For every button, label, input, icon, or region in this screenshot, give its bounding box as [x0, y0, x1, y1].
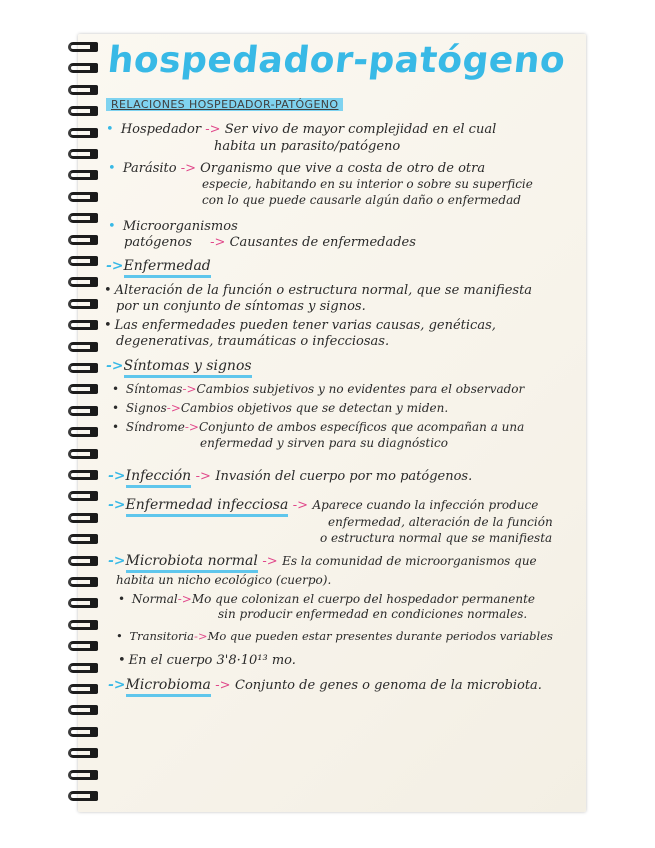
- list-term: Síndrome: [125, 420, 185, 434]
- definition-microorganismos-line2: [124, 234, 416, 251]
- list-item-continued: por un conjunto de síntomas y signos.: [116, 299, 366, 314]
- heading-definition: Invasión del cuerpo por mo patógenos.: [215, 469, 473, 484]
- spiral-ring: [66, 575, 100, 589]
- definition-term: Hospedador: [120, 122, 202, 137]
- arrow-icon: ->: [166, 401, 181, 415]
- definition-text: especie, habitando en su interior o sobre su superficie: [202, 177, 533, 191]
- arrow-icon: ->: [106, 358, 124, 374]
- list-text: Cambios subjetivos y no evidentes para el observador: [196, 382, 525, 396]
- spiral-ring: [66, 147, 100, 161]
- spiral-ring: [66, 618, 100, 632]
- list-item: [112, 400, 448, 417]
- section-heading-microbiota: [108, 553, 537, 569]
- spiral-ring: [66, 40, 100, 54]
- heading-definition-continued: habita un nicho ecológico (cuerpo).: [116, 573, 332, 587]
- spiral-ring: [66, 340, 100, 354]
- arrow-icon: ->: [108, 677, 126, 693]
- definition-term: patógenos: [124, 235, 193, 250]
- definition-text: Causantes de enfermedades: [229, 235, 416, 250]
- page-subtitle: RELACIONES HOSPEDADOR-PATÓGENO: [106, 98, 343, 111]
- section-heading-sintomas: [106, 358, 252, 374]
- spiral-ring: [66, 725, 100, 739]
- definition-text: habita un parasito/patógeno: [214, 139, 401, 154]
- heading-definition-continued: enfermedad, alteración de la función: [328, 515, 553, 529]
- definition-term: Microorganismos: [122, 219, 238, 234]
- arrow-icon: ->: [182, 382, 197, 396]
- spiral-ring: [66, 703, 100, 717]
- spiral-ring: [66, 511, 100, 525]
- arrow-icon: ->: [210, 235, 226, 250]
- spiral-ring: [66, 126, 100, 140]
- heading-text: Microbioma: [126, 677, 211, 697]
- arrow-icon: ->: [194, 629, 208, 643]
- spiral-ring: [66, 318, 100, 332]
- spiral-ring: [66, 233, 100, 247]
- spiral-ring: [66, 61, 100, 75]
- spiral-ring: [66, 661, 100, 675]
- spiral-ring: [66, 211, 100, 225]
- spiral-ring: [66, 489, 100, 503]
- section-heading-microbioma: [108, 677, 542, 693]
- spiral-ring: [66, 789, 100, 803]
- heading-text: Enfermedad infecciosa: [126, 497, 289, 517]
- heading-definition: Es la comunidad de microorganismos que: [282, 554, 537, 568]
- arrow-icon: ->: [205, 122, 221, 137]
- page-title: hospedador-patógeno: [105, 40, 568, 81]
- spiral-ring: [66, 554, 100, 568]
- body-count: • En el cuerpo 3'8·10¹³ mo.: [118, 652, 296, 669]
- list-item: • Alteración de la función o estructura normal, que se manifiesta: [104, 282, 532, 299]
- list-item-continued: degenerativas, traumáticas o infecciosas.: [116, 334, 390, 349]
- arrow-icon: ->: [106, 258, 124, 274]
- arrow-icon: ->: [215, 678, 231, 693]
- spiral-ring: [66, 532, 100, 546]
- definition-text: con lo que puede causarle algún daño o enfermedad: [202, 193, 521, 207]
- spiral-ring: [66, 596, 100, 610]
- heading-definition-continued: o estructura normal que se manifiesta: [320, 531, 553, 545]
- list-item: [116, 628, 553, 645]
- spiral-ring: [66, 382, 100, 396]
- arrow-icon: ->: [108, 497, 126, 513]
- section-heading-enf-infecciosa: [108, 497, 538, 513]
- spiral-ring: [66, 254, 100, 268]
- list-text: Cambios objetivos que se detectan y miden.: [180, 401, 449, 415]
- list-term: Normal: [131, 592, 178, 606]
- arrow-icon: ->: [184, 420, 199, 434]
- list-term: Transitoria: [129, 629, 195, 643]
- spiral-ring: [66, 361, 100, 375]
- definition-microorganismos: [108, 218, 238, 235]
- spiral-binding: [66, 34, 102, 812]
- spiral-ring: [66, 447, 100, 461]
- definition-text: Organismo que vive a costa de otro de otra: [200, 161, 486, 176]
- heading-text: Infección: [126, 468, 192, 488]
- heading-text: Síntomas y signos: [124, 358, 252, 378]
- list-text: Conjunto de ambos específicos que acompañan a una: [198, 420, 525, 434]
- spiral-ring: [66, 425, 100, 439]
- spiral-ring: [66, 190, 100, 204]
- arrow-icon: ->: [108, 553, 126, 569]
- list-item-continued: enfermedad y sirven para su diagnóstico: [200, 436, 448, 450]
- spiral-ring: [66, 468, 100, 482]
- spiral-ring: [66, 83, 100, 97]
- spiral-ring: [66, 768, 100, 782]
- arrow-icon: ->: [180, 161, 197, 176]
- list-item: • Las enfermedades pueden tener varias causas, genéticas,: [104, 317, 496, 334]
- spiral-ring: [66, 104, 100, 118]
- spiral-ring: [66, 404, 100, 418]
- list-text: Mo que pueden estar presentes durante periodos variables: [207, 629, 553, 643]
- definition-parasito: [108, 160, 485, 177]
- list-term: Síntomas: [125, 382, 183, 396]
- list-item-continued: sin producir enfermedad en condiciones normales.: [218, 607, 528, 621]
- spiral-ring: [66, 275, 100, 289]
- spiral-ring: [66, 746, 100, 760]
- list-item: [112, 419, 524, 436]
- arrow-icon: ->: [262, 554, 278, 569]
- arrow-icon: ->: [177, 592, 192, 606]
- heading-definition: Aparece cuando la infección produce: [312, 498, 539, 512]
- heading-text: Enfermedad: [124, 258, 211, 278]
- list-term: Signos: [125, 401, 167, 415]
- arrow-icon: ->: [292, 498, 309, 513]
- section-heading-enfermedad: [106, 258, 211, 274]
- heading-text: Microbiota normal: [126, 553, 258, 573]
- section-heading-infeccion: [108, 468, 472, 484]
- spiral-ring: [66, 168, 100, 182]
- heading-definition: Conjunto de genes o genoma de la microbiota.: [235, 678, 542, 693]
- spiral-ring: [66, 297, 100, 311]
- list-text: Mo que colonizan el cuerpo del hospedador permanente: [191, 592, 536, 606]
- definition-term: Parásito: [122, 161, 177, 176]
- list-item: [112, 381, 524, 398]
- definition-text: Ser vivo de mayor complejidad en el cual: [224, 122, 497, 137]
- spiral-ring: [66, 682, 100, 696]
- arrow-icon: ->: [108, 468, 126, 484]
- arrow-icon: ->: [195, 469, 211, 484]
- definition-hospedador: [106, 121, 496, 138]
- spiral-ring: [66, 639, 100, 653]
